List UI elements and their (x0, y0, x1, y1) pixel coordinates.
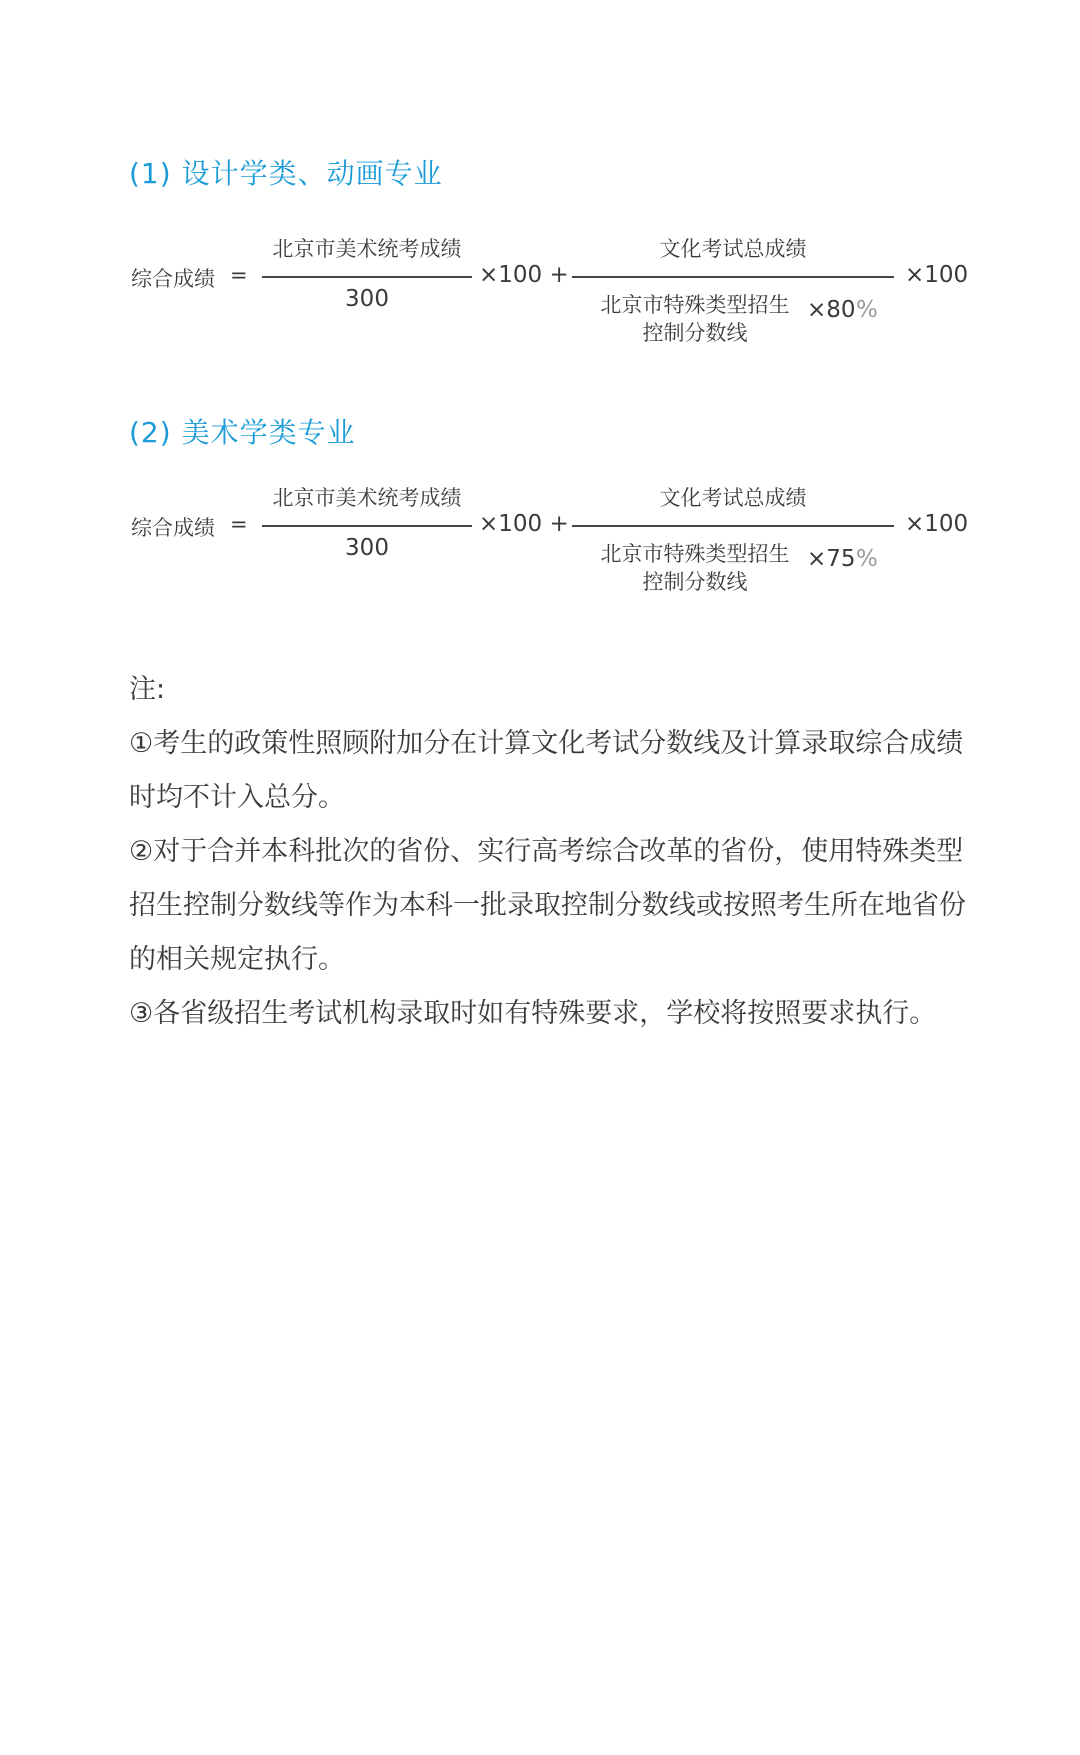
percentage-value: ×80 (807, 297, 856, 323)
notes-block (129, 663, 974, 1041)
times-100-plus: ×100 + (479, 262, 569, 288)
fraction1-bar (262, 525, 472, 527)
fraction1-bar (262, 276, 472, 278)
fraction2-bar (572, 525, 894, 527)
fraction1-denominator: 300 (345, 535, 389, 561)
times-100-end: ×100 (905, 511, 969, 537)
percentage-sign: % (856, 297, 878, 323)
formula-equals: = (230, 263, 248, 287)
times-100-plus: ×100 + (479, 511, 569, 537)
section-heading-2: (2) 美术学类专业 (129, 416, 356, 449)
fraction2-denominator-line2: 控制分数线 (642, 570, 748, 594)
formula-lhs: 综合成绩 (131, 516, 215, 540)
fraction1-numerator: 北京市美术统考成绩 (272, 237, 462, 261)
fraction1-denominator: 300 (345, 286, 389, 312)
notes-title: 注: (129, 674, 166, 705)
fraction2-numerator: 文化考试总成绩 (659, 237, 807, 261)
fraction2-bar (572, 276, 894, 278)
fraction1-numerator: 北京市美术统考成绩 (272, 486, 462, 510)
note-item-2: ②对于合并本科批次的省份、实行高考综合改革的省份，使用特殊类型招生控制分数线等作为本科一批录取控制分数线或按照考生所在地省份的相关规定执行。 (129, 836, 966, 975)
fraction2-denominator-line1: 北京市特殊类型招生 (600, 542, 790, 566)
fraction2-denominator-line1: 北京市特殊类型招生 (600, 293, 790, 317)
percentage-value: ×75 (807, 546, 856, 572)
fraction2-denominator-line2: 控制分数线 (642, 321, 748, 345)
note-item-3: ③各省级招生考试机构录取时如有特殊要求，学校将按照要求执行。 (129, 998, 937, 1029)
formula-lhs: 综合成绩 (131, 267, 215, 291)
fraction2-numerator: 文化考试总成绩 (659, 486, 807, 510)
note-item-1: ①考生的政策性照顾附加分在计算文化考试分数线及计算录取综合成绩时均不计入总分。 (129, 728, 964, 813)
formula-equals: = (230, 512, 248, 536)
times-100-end: ×100 (905, 262, 969, 288)
percentage-sign: % (856, 546, 878, 572)
section-heading-1: (1) 设计学类、动画专业 (129, 157, 443, 190)
